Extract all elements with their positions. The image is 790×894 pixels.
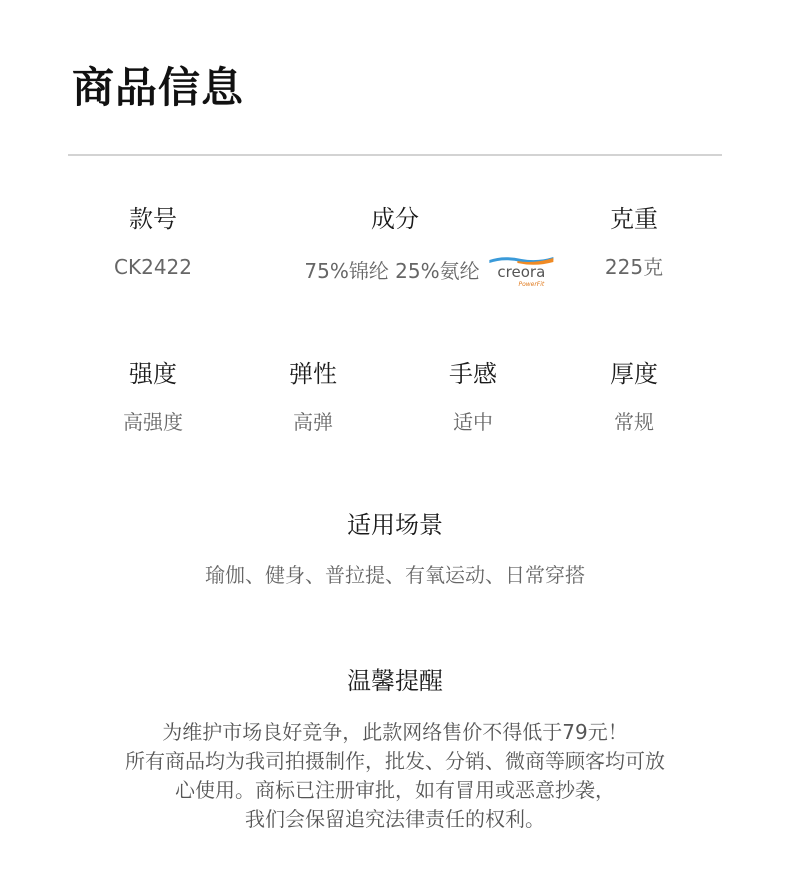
notice-line: 我们会保留追究法律责任的权利。 bbox=[245, 807, 545, 831]
attr-value: 高强度 bbox=[123, 410, 183, 434]
scenes-text: 瑜伽、健身、普拉提、有氧运动、日常穿搭 bbox=[205, 563, 585, 587]
attr-style-number bbox=[114, 204, 192, 280]
attr-weight bbox=[605, 204, 663, 280]
attr-value: 常规 bbox=[614, 410, 654, 434]
attr-value: 225克 bbox=[604, 255, 664, 279]
logo-text: creora bbox=[497, 263, 546, 281]
attr-composition bbox=[304, 204, 555, 288]
attr-value: 高弹 bbox=[293, 410, 333, 434]
attr-value: CK2422 bbox=[114, 255, 192, 279]
attr-label: 手感 bbox=[449, 360, 497, 388]
notice-section bbox=[0, 666, 790, 834]
attr-label: 成分 bbox=[370, 205, 419, 233]
attr-value: 适中 bbox=[453, 410, 493, 434]
logo-subtext: PowerFit bbox=[518, 281, 545, 288]
attr-hand-feel bbox=[449, 359, 497, 435]
attr-elasticity bbox=[289, 359, 337, 435]
attr-value-row bbox=[304, 254, 555, 288]
attr-label: 强度 bbox=[129, 360, 177, 388]
notice-line: 所有商品均为我司拍摄制作，批发、分销、微商等顾客均可放 bbox=[125, 749, 665, 773]
attr-label: 款号 bbox=[128, 205, 177, 233]
scenes-title: 适用场景 bbox=[347, 511, 443, 539]
attr-strength bbox=[123, 359, 183, 435]
attr-value: 75%锦纶 25%氨纶 bbox=[304, 259, 480, 283]
notice-line: 心使用。商标已注册审批，如有冒用或恶意抄袭， bbox=[175, 778, 615, 802]
attr-label: 厚度 bbox=[610, 360, 658, 388]
page-title: 商品信息 bbox=[72, 63, 245, 112]
title-divider bbox=[68, 154, 722, 156]
notice-lines bbox=[0, 718, 790, 834]
attr-thickness bbox=[610, 359, 658, 435]
scenes-section bbox=[0, 510, 790, 590]
attr-label: 克重 bbox=[610, 205, 658, 233]
notice-title: 温馨提醒 bbox=[347, 667, 443, 695]
notice-line: 为维护市场良好竞争，此款网络售价不得低于79元！ bbox=[162, 720, 628, 744]
attr-label: 弹性 bbox=[289, 360, 337, 388]
creora-logo bbox=[488, 254, 556, 288]
